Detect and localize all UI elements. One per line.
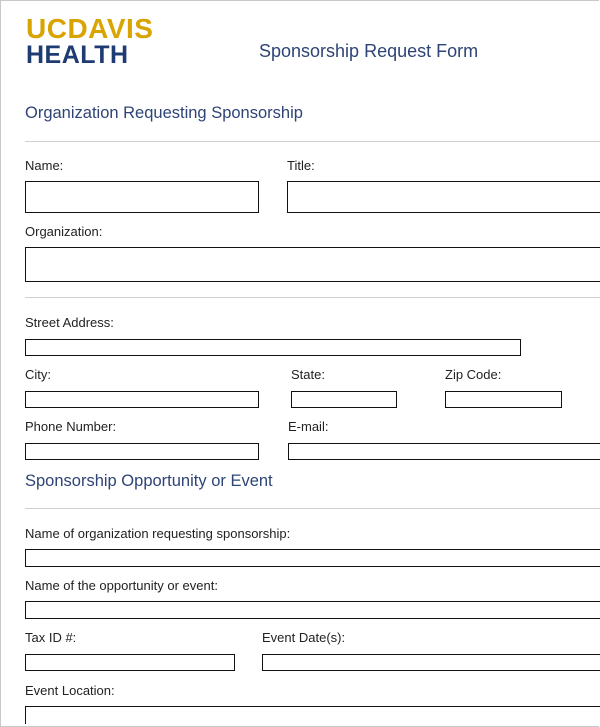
opportunity-name-label: Name of the opportunity or event: bbox=[25, 578, 218, 593]
logo-uc: UC bbox=[26, 13, 68, 44]
street-address-label: Street Address: bbox=[25, 315, 114, 330]
title-input[interactable] bbox=[287, 181, 600, 213]
logo-health: HEALTH bbox=[26, 41, 129, 69]
form-title: Sponsorship Request Form bbox=[259, 41, 479, 61]
section-title-opportunity: Sponsorship Opportunity or Event bbox=[25, 472, 273, 490]
org-name-input[interactable] bbox=[25, 549, 600, 567]
organization-input[interactable] bbox=[25, 247, 600, 282]
street-address-input[interactable] bbox=[25, 339, 521, 356]
city-input[interactable] bbox=[25, 391, 259, 408]
phone-number-input[interactable] bbox=[25, 443, 259, 460]
tax-id-label: Tax ID #: bbox=[25, 630, 77, 645]
section-title-organization: Organization Requesting Sponsorship bbox=[25, 104, 303, 122]
event-location-input[interactable] bbox=[25, 706, 600, 724]
opportunity-name-input[interactable] bbox=[25, 601, 600, 619]
zip-code-label: Zip Code: bbox=[445, 367, 502, 382]
name-input[interactable] bbox=[25, 181, 259, 213]
title-label: Title: bbox=[287, 158, 315, 173]
event-dates-input[interactable] bbox=[262, 654, 600, 671]
section-divider bbox=[25, 508, 600, 509]
state-label: State: bbox=[291, 367, 325, 382]
logo-uc-text bbox=[26, 14, 153, 44]
zip-code-input[interactable] bbox=[445, 391, 562, 408]
event-dates-label: Event Date(s): bbox=[262, 630, 346, 645]
name-label: Name: bbox=[25, 158, 64, 173]
field-divider bbox=[25, 297, 600, 298]
phone-number-label: Phone Number: bbox=[25, 419, 117, 434]
org-name-label: Name of organization requesting sponsorship: bbox=[25, 526, 291, 541]
email-input[interactable] bbox=[288, 443, 600, 460]
section-divider bbox=[25, 141, 600, 142]
event-location-label: Event Location: bbox=[25, 683, 115, 698]
logo-davis: DAVIS bbox=[67, 13, 154, 44]
city-label: City: bbox=[25, 367, 51, 382]
tax-id-input[interactable] bbox=[25, 654, 235, 671]
state-input[interactable] bbox=[291, 391, 397, 408]
email-label: E-mail: bbox=[288, 419, 329, 434]
organization-label: Organization: bbox=[25, 224, 103, 239]
